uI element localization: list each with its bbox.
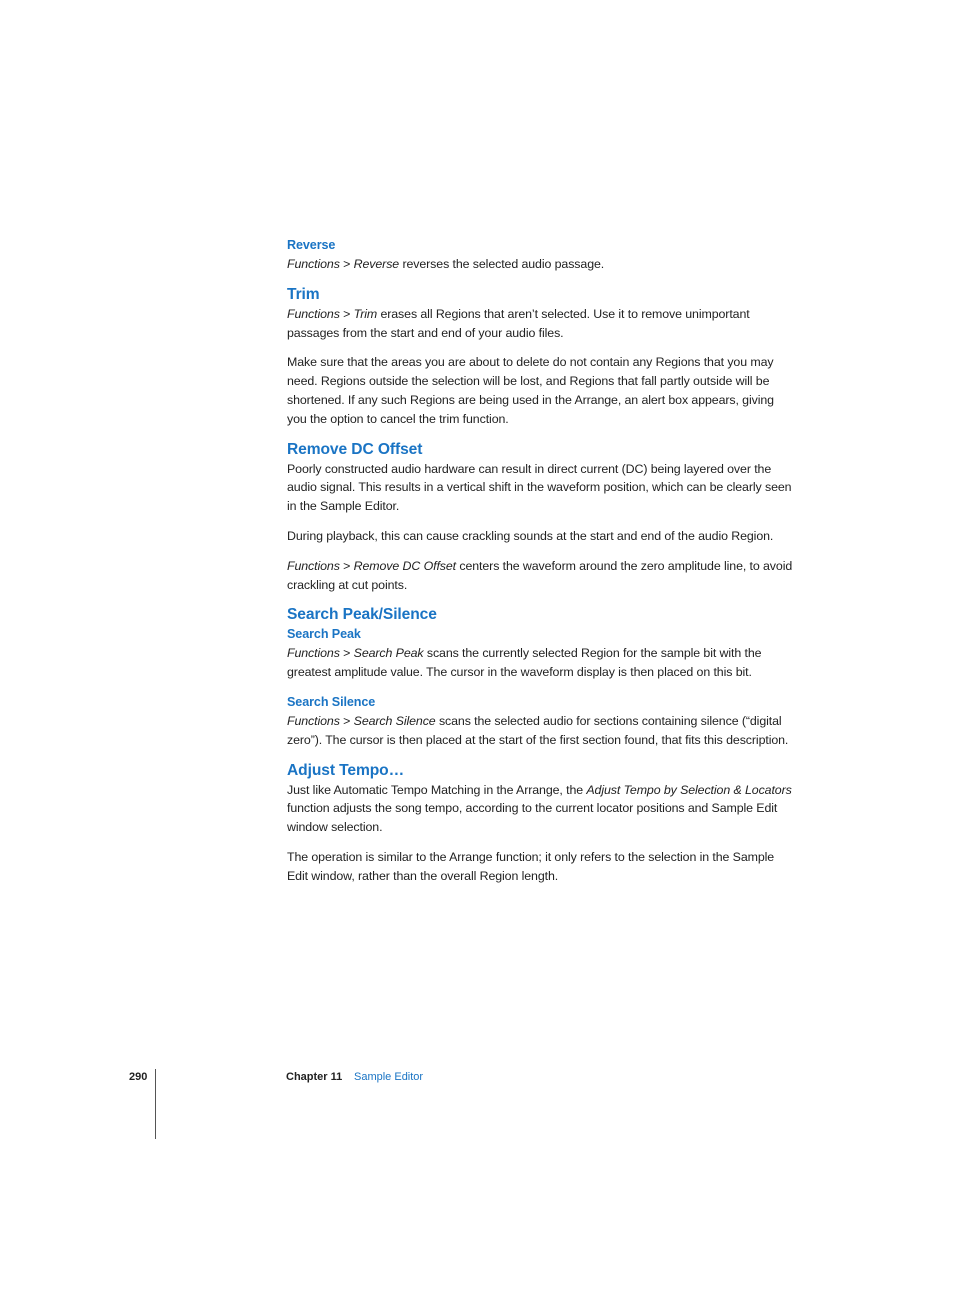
- section-reverse: [287, 236, 793, 274]
- heading-adjust-tempo: Adjust Tempo…: [287, 761, 405, 779]
- menu-name: Functions: [287, 713, 340, 728]
- footer-chapter-title: Sample Editor: [354, 1071, 424, 1083]
- footer-divider: [155, 1069, 156, 1139]
- section-search-peak-silence: [287, 605, 793, 749]
- heading-remove-dc-offset: Remove DC Offset: [287, 440, 423, 458]
- paragraph-search-peak: Functions > Search Peak scans the currently selected Region for the sample bit with the greatest amplitude value. The cursor in the waveform display is then placed on this bit.: [287, 646, 762, 680]
- page-content: [287, 236, 793, 886]
- paragraph-adjust-tempo-1: Just like Automatic Tempo Matching in the Arrange, the Adjust Tempo by Selection & Locators function adjusts the song tempo, according to the current locator positions and Sample Edit window selection.: [287, 782, 792, 835]
- subhead-search-peak: Search Peak: [287, 627, 361, 642]
- paragraph-adjust-tempo-2: The operation is similar to the Arrange function; it only refers to the selection in the Sample Edit window, rather than the overall Region length.: [287, 849, 775, 883]
- paragraph-remove-dc-1: Poorly constructed audio hardware can result in direct current (DC) being layered over the audio signal. This results in a vertical shift in the waveform position, which can be clearly seen in the Sample Editor.: [287, 461, 792, 514]
- paragraph-reverse: Functions > Reverse reverses the selected audio passage.: [287, 257, 605, 271]
- paragraph-remove-dc-3: Functions > Remove DC Offset centers the waveform around the zero amplitude line, to avoid crackling at cut points.: [287, 558, 793, 592]
- menu-item: Search Peak: [353, 646, 424, 661]
- section-trim: [287, 285, 793, 429]
- paragraph-search-silence: Functions > Search Silence scans the selected audio for sections containing silence (“digital zero”). The cursor is then placed at the start of the first section found, that fits this description.: [287, 713, 789, 747]
- footer-chapter-label: Chapter 11: [286, 1071, 343, 1083]
- section-adjust-tempo: [287, 761, 793, 886]
- heading-trim: Trim: [287, 285, 320, 303]
- menu-name: Functions: [287, 306, 340, 321]
- menu-name: Functions: [287, 646, 340, 661]
- menu-item: Search Silence: [353, 713, 436, 728]
- page-number: 290: [129, 1071, 148, 1083]
- paragraph-remove-dc-2: During playback, this can cause crackling sounds at the start and end of the audio Region.: [287, 528, 774, 543]
- menu-item: Remove DC Offset: [353, 558, 457, 573]
- menu-item: Reverse: [353, 257, 400, 271]
- menu-name: Functions: [287, 558, 340, 573]
- menu-item: Trim: [353, 306, 378, 321]
- paragraph-trim-2: Make sure that the areas you are about to delete do not contain any Regions that you may need. Regions outside the selection will be lost, and Regions that fall partly outside will be shortened. If any such Regions are being used in the Arrange, an alert box appears, giving you the option to cancel the trim function.: [287, 355, 774, 426]
- heading-search-peak-silence: Search Peak/Silence: [287, 606, 437, 624]
- section-remove-dc-offset: [287, 440, 793, 595]
- menu-name: Functions: [287, 257, 340, 271]
- function-name: Adjust Tempo by Selection & Locators: [586, 782, 792, 797]
- subhead-reverse: Reverse: [287, 238, 336, 252]
- paragraph-trim-1: Functions > Trim erases all Regions that aren’t selected. Use it to remove unimportant passages from the start and end of your audio files.: [287, 306, 750, 340]
- subhead-search-silence: Search Silence: [287, 694, 376, 709]
